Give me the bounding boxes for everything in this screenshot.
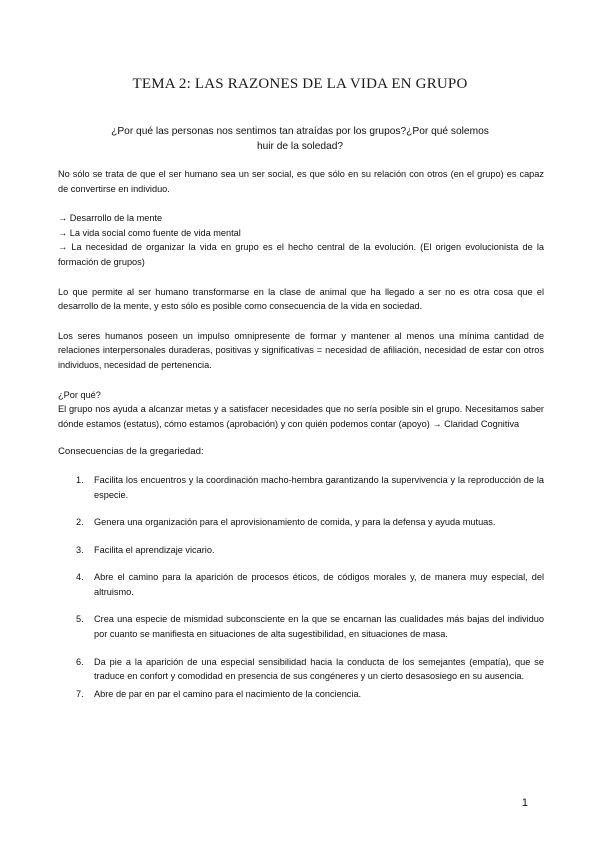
list-item-number: 3.	[76, 544, 84, 555]
list-item	[76, 543, 544, 558]
arrow-list	[58, 211, 544, 269]
list-item	[76, 570, 544, 599]
arrow-item: → La vida social como fuente de vida mental	[58, 227, 241, 238]
why-heading: ¿Por qué?	[58, 389, 101, 400]
consequences-list	[58, 473, 544, 702]
list-item	[76, 687, 544, 702]
list-item-text: Facilita los encuentros y la coordinación macho-hembra garantizando la supervivencia y la reproducción de la especie.	[94, 474, 544, 500]
list-item-number: 4.	[76, 572, 84, 583]
document-body	[58, 167, 544, 714]
page-number: 1	[521, 797, 528, 809]
list-item	[76, 473, 544, 502]
document-title: TEMA 2: LAS RAZONES DE LA VIDA EN GRUPO	[132, 76, 468, 92]
list-item-text: Abre el camino para la aparición de procesos éticos, de códigos morales y, de manera muy especial, del altruismo.	[94, 572, 544, 597]
list-item	[76, 655, 544, 684]
list-item	[76, 515, 544, 530]
intro-paragraph: No sólo se trata de que el ser humano sea un ser social, es que sólo en su relación con otros (en el grupo) es capaz de convertirse en individuo.	[58, 169, 544, 194]
list-item-number: 6.	[76, 656, 84, 667]
mind-paragraph: Lo que permite al ser humano transformarse en la clase de animal que ha llegado a ser no es otra cosa que el desarrollo de la mente, y esto sólo es posible como consecuencia de la vida en sociedad.	[58, 286, 544, 312]
list-item-text: Da pie a la aparición de una especial sensibilidad hacia la conducta de los semejantes (empatía), que se traduce en confort y comodidad en presencia de sus congéneres y un cierto desasosiego en su ausencia.	[94, 656, 544, 682]
impulse-paragraph: Los seres humanos poseen un impulso omnipresente de formar y mantener al menos una mínima cantidad de relaciones interpersonales duraderas, positivas y significativas = necesidad de afiliación, necesidad de estar con otros individuos, necesidad de pertenencia.	[58, 330, 544, 370]
list-item-text: Abre de par en par el camino para el nacimiento de la conciencia.	[94, 688, 362, 699]
list-item-text: Facilita el aprendizaje vicario.	[94, 544, 215, 555]
list-item-text: Genera una organización para el aprovisionamiento de comida, y para la defensa y ayuda mutuas.	[94, 517, 496, 528]
list-item-number: 5.	[76, 614, 84, 625]
list-item-number: 7.	[76, 688, 84, 699]
why-paragraph: El grupo nos ayuda a alcanzar metas y a satisfacer necesidades que no sería posible sin el grupo. Necesitamos saber dónde estamos (estatus), cómo estamos (aprobación) y con quién podemos contar (apoyo) → Claridad Cognitiva	[58, 404, 544, 429]
list-item	[76, 612, 544, 641]
list-item-text: Crea una especie de mismidad subconsciente en la que se encarnan las cualidades más bajas del individuo por cuanto se manifiesta en situaciones de alta sugestibilidad, en situaciones de masa.	[94, 614, 544, 640]
list-item-number: 2.	[76, 517, 84, 528]
document-subtitle: ¿Por qué las personas nos sentimos tan atraídas por los grupos?¿Por qué solemos huir de la soledad?	[111, 126, 489, 152]
arrow-item: → Desarrollo de la mente	[58, 213, 163, 224]
consequences-heading: Consecuencias de la gregariedad:	[58, 446, 204, 458]
arrow-item: → La necesidad de organizar la vida en grupo es el hecho central de la evolución. (El origen evolucionista de la formación de grupos)	[58, 242, 544, 267]
list-item-number: 1.	[76, 474, 84, 485]
